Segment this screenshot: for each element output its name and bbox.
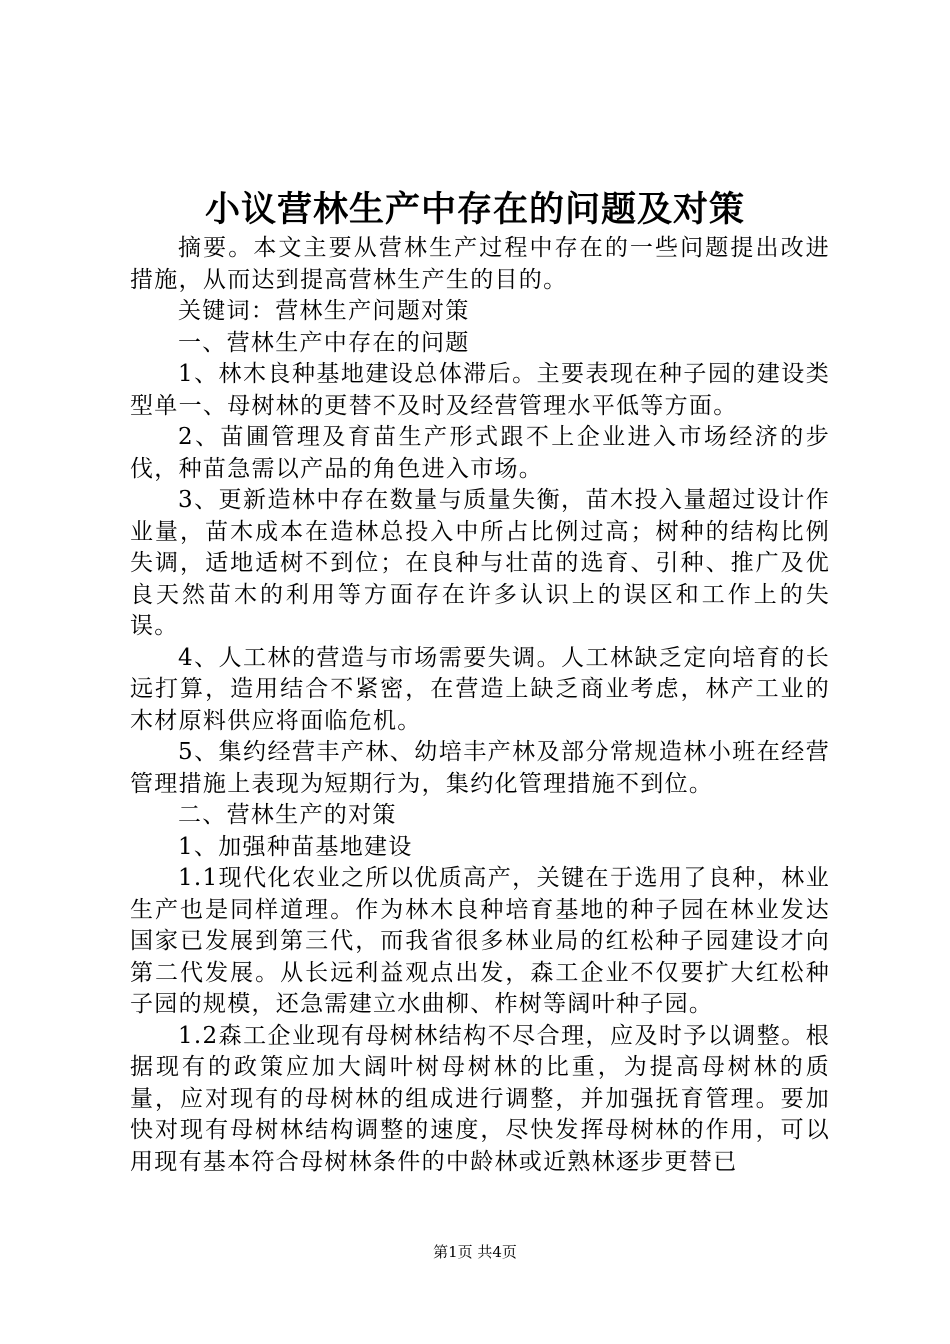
- page-number: 第1页 共4页: [433, 1243, 517, 1261]
- document-body: [130, 233, 830, 1178]
- countermeasure-item-1-1: 1.1现代化农业之所以优质高产，关键在于选用了良种，林业生产也是同样道理。作为林木良种培育基地的种子园在林业发达国家已发展到第三代，而我省很多林业局的红松种子园建设才向第二代发展。从长远利益观点出发，森工企业不仅要扩大红松种子园的规模，还急需建立水曲柳、柞树等阔叶种子园。: [130, 865, 830, 1017]
- abstract-paragraph: 摘要。本文主要从营林生产过程中存在的一些问题提出改进措施，从而达到提高营林生产生的目的。: [130, 235, 830, 293]
- problem-item-1: 1、林木良种基地建设总体滞后。主要表现在种子园的建设类型单一、母树林的更替不及时及经营管理水平低等方面。: [130, 361, 830, 419]
- section-heading-problems: 一、营林生产中存在的问题: [178, 329, 470, 356]
- document-title: 小议营林生产中存在的问题及对策: [204, 190, 745, 230]
- problem-item-2: 2、苗圃管理及育苗生产形式跟不上企业进入市场经济的步伐，种苗急需以产品的角色进入市场。: [130, 424, 830, 482]
- problem-item-3: 3、更新造林中存在数量与质量失衡，苗木投入量超过设计作业量，苗木成本在造林总投入中所占比例过高；树种的结构比例失调，适地适树不到位；在良种与壮苗的选育、引种、推广及优良天然苗木的利用等方面存在许多认识上的误区和工作上的失误。: [130, 487, 830, 639]
- page-footer: [0, 1242, 950, 1262]
- section-heading-countermeasures: 二、营林生产的对策: [178, 802, 397, 828]
- subsection-heading-seedling-base: 1、加强种苗基地建设: [178, 833, 413, 860]
- problem-item-4: 4、人工林的营造与市场需要失调。人工林缺乏定向培育的长远打算，造用结合不紧密，在营造上缺乏商业考虑，林产工业的木材原料供应将面临危机。: [130, 644, 830, 734]
- problem-item-5: 5、集约经营丰产林、幼培丰产林及部分常规造林小班在经营管理措施上表现为短期行为，集约化管理措施不到位。: [130, 739, 830, 797]
- keywords-paragraph: 关键词：营林生产问题对策: [178, 298, 470, 324]
- countermeasure-item-1-2: 1.2森工企业现有母树林结构不尽合理，应及时予以调整。根据现有的政策应加大阔叶树母树林的比重，为提高母树林的质量，应对现有的母树林的组成进行调整，并加强抚育管理。要加快对现有母树林结构调整的速度，尽快发挥母树林的作用，可以用现有基本符合母树林条件的中龄林或近熟林逐步更替已: [130, 1022, 830, 1175]
